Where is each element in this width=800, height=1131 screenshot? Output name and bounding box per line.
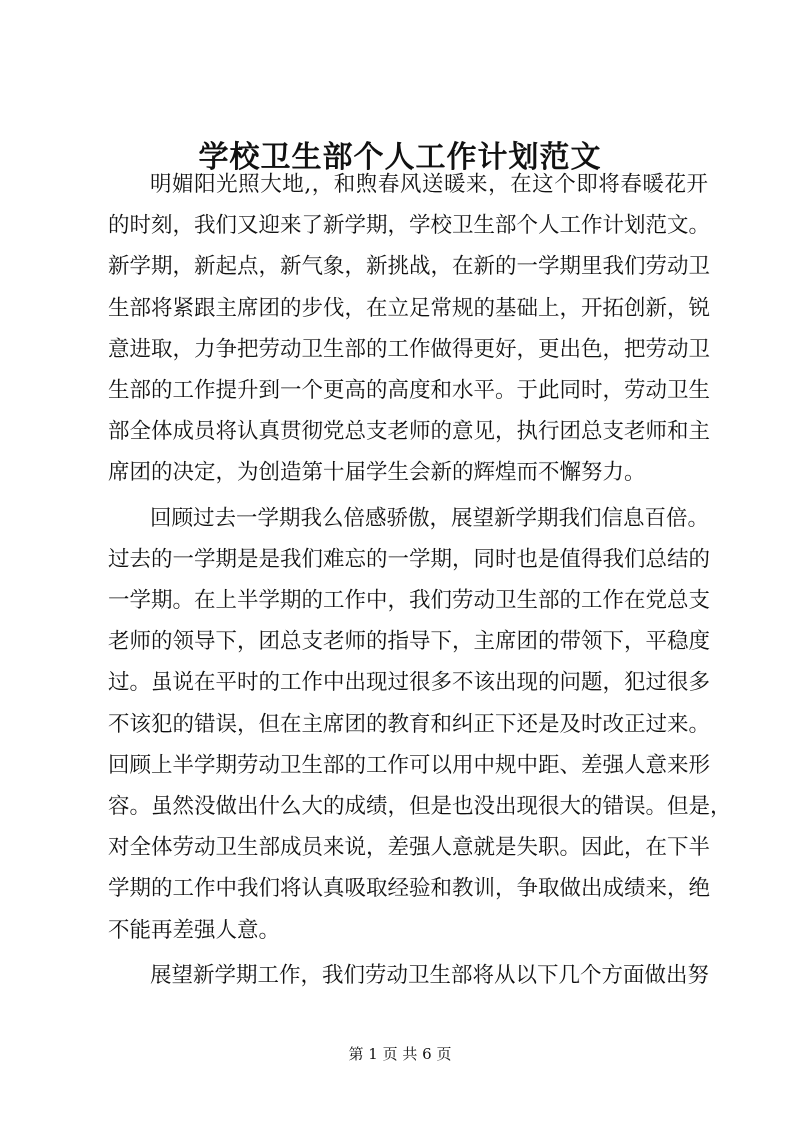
page-footer: 第 1 页 共 6 页 xyxy=(348,1045,452,1063)
paragraph-2-line-11: 不能再差强人意。 xyxy=(108,918,281,943)
paragraph-2-line-2: 过去的一学期是是我们难忘的一学期，同时也是值得我们总结的 xyxy=(108,547,711,572)
paragraph-2-line-9: 对全体劳动卫生部成员来说，差强人意就是失职。因此，在下半 xyxy=(108,835,711,860)
paragraph-2-line-7: 回顾上半学期劳动卫生部的工作可以用中规中距、差强人意来形 xyxy=(108,753,711,778)
paragraph-1-line-6: 生部的工作提升到一个更高的高度和水平。于此同时，劳动卫生 xyxy=(108,378,711,403)
paragraph-2-line-5: 过。虽说在平时的工作中出现过很多不该出现的问题，犯过很多 xyxy=(108,670,711,695)
paragraph-1-line-3: 新学期，新起点，新气象，新挑战，在新的一学期里我们劳动卫 xyxy=(108,254,711,279)
paragraph-1-line-1: 明媚阳光照大地,，和煦春风送暖来，在这个即将春暖花开 xyxy=(150,172,708,197)
paragraph-1-line-8: 席团的决定，为创造第十届学生会新的辉煌而不懈努力。 xyxy=(108,460,646,485)
paragraph-2-line-10: 学期的工作中我们将认真吸取经验和教训，争取做出成绩来，绝 xyxy=(108,876,711,901)
paragraph-2-line-8: 容。虽然没做出什么大的成绩，但是也没出现很大的错误。但是， xyxy=(108,794,732,819)
paragraph-2-line-1: 回顾过去一学期我么倍感骄傲，展望新学期我们信息百倍。 xyxy=(150,506,710,531)
paragraph-2-line-4: 老师的领导下，团总支老师的指导下，主席团的带领下，平稳度 xyxy=(108,629,711,654)
paragraph-3-line-1: 展望新学期工作，我们劳动卫生部将从以下几个方面做出努 xyxy=(150,963,710,988)
paragraph-2-line-6: 不该犯的错误，但在主席团的教育和纠正下还是及时改正过来。 xyxy=(108,712,711,737)
paragraph-2-line-3: 一学期。在上半学期的工作中，我们劳动卫生部的工作在党总支 xyxy=(108,588,711,613)
paragraph-1-line-4: 生部将紧跟主席团的步伐，在立足常规的基础上，开拓创新，锐 xyxy=(108,296,711,321)
document-title: 学校卫生部个人工作计划范文 xyxy=(198,140,602,175)
paragraph-1-line-2: 的时刻，我们又迎来了新学期，学校卫生部个人工作计划范文。 xyxy=(108,213,711,238)
paragraph-1-line-5: 意进取，力争把劳动卫生部的工作做得更好，更出色，把劳动卫 xyxy=(108,337,711,362)
paragraph-1-line-7: 部全体成员将认真贯彻党总支老师的意见，执行团总支老师和主 xyxy=(108,419,711,444)
